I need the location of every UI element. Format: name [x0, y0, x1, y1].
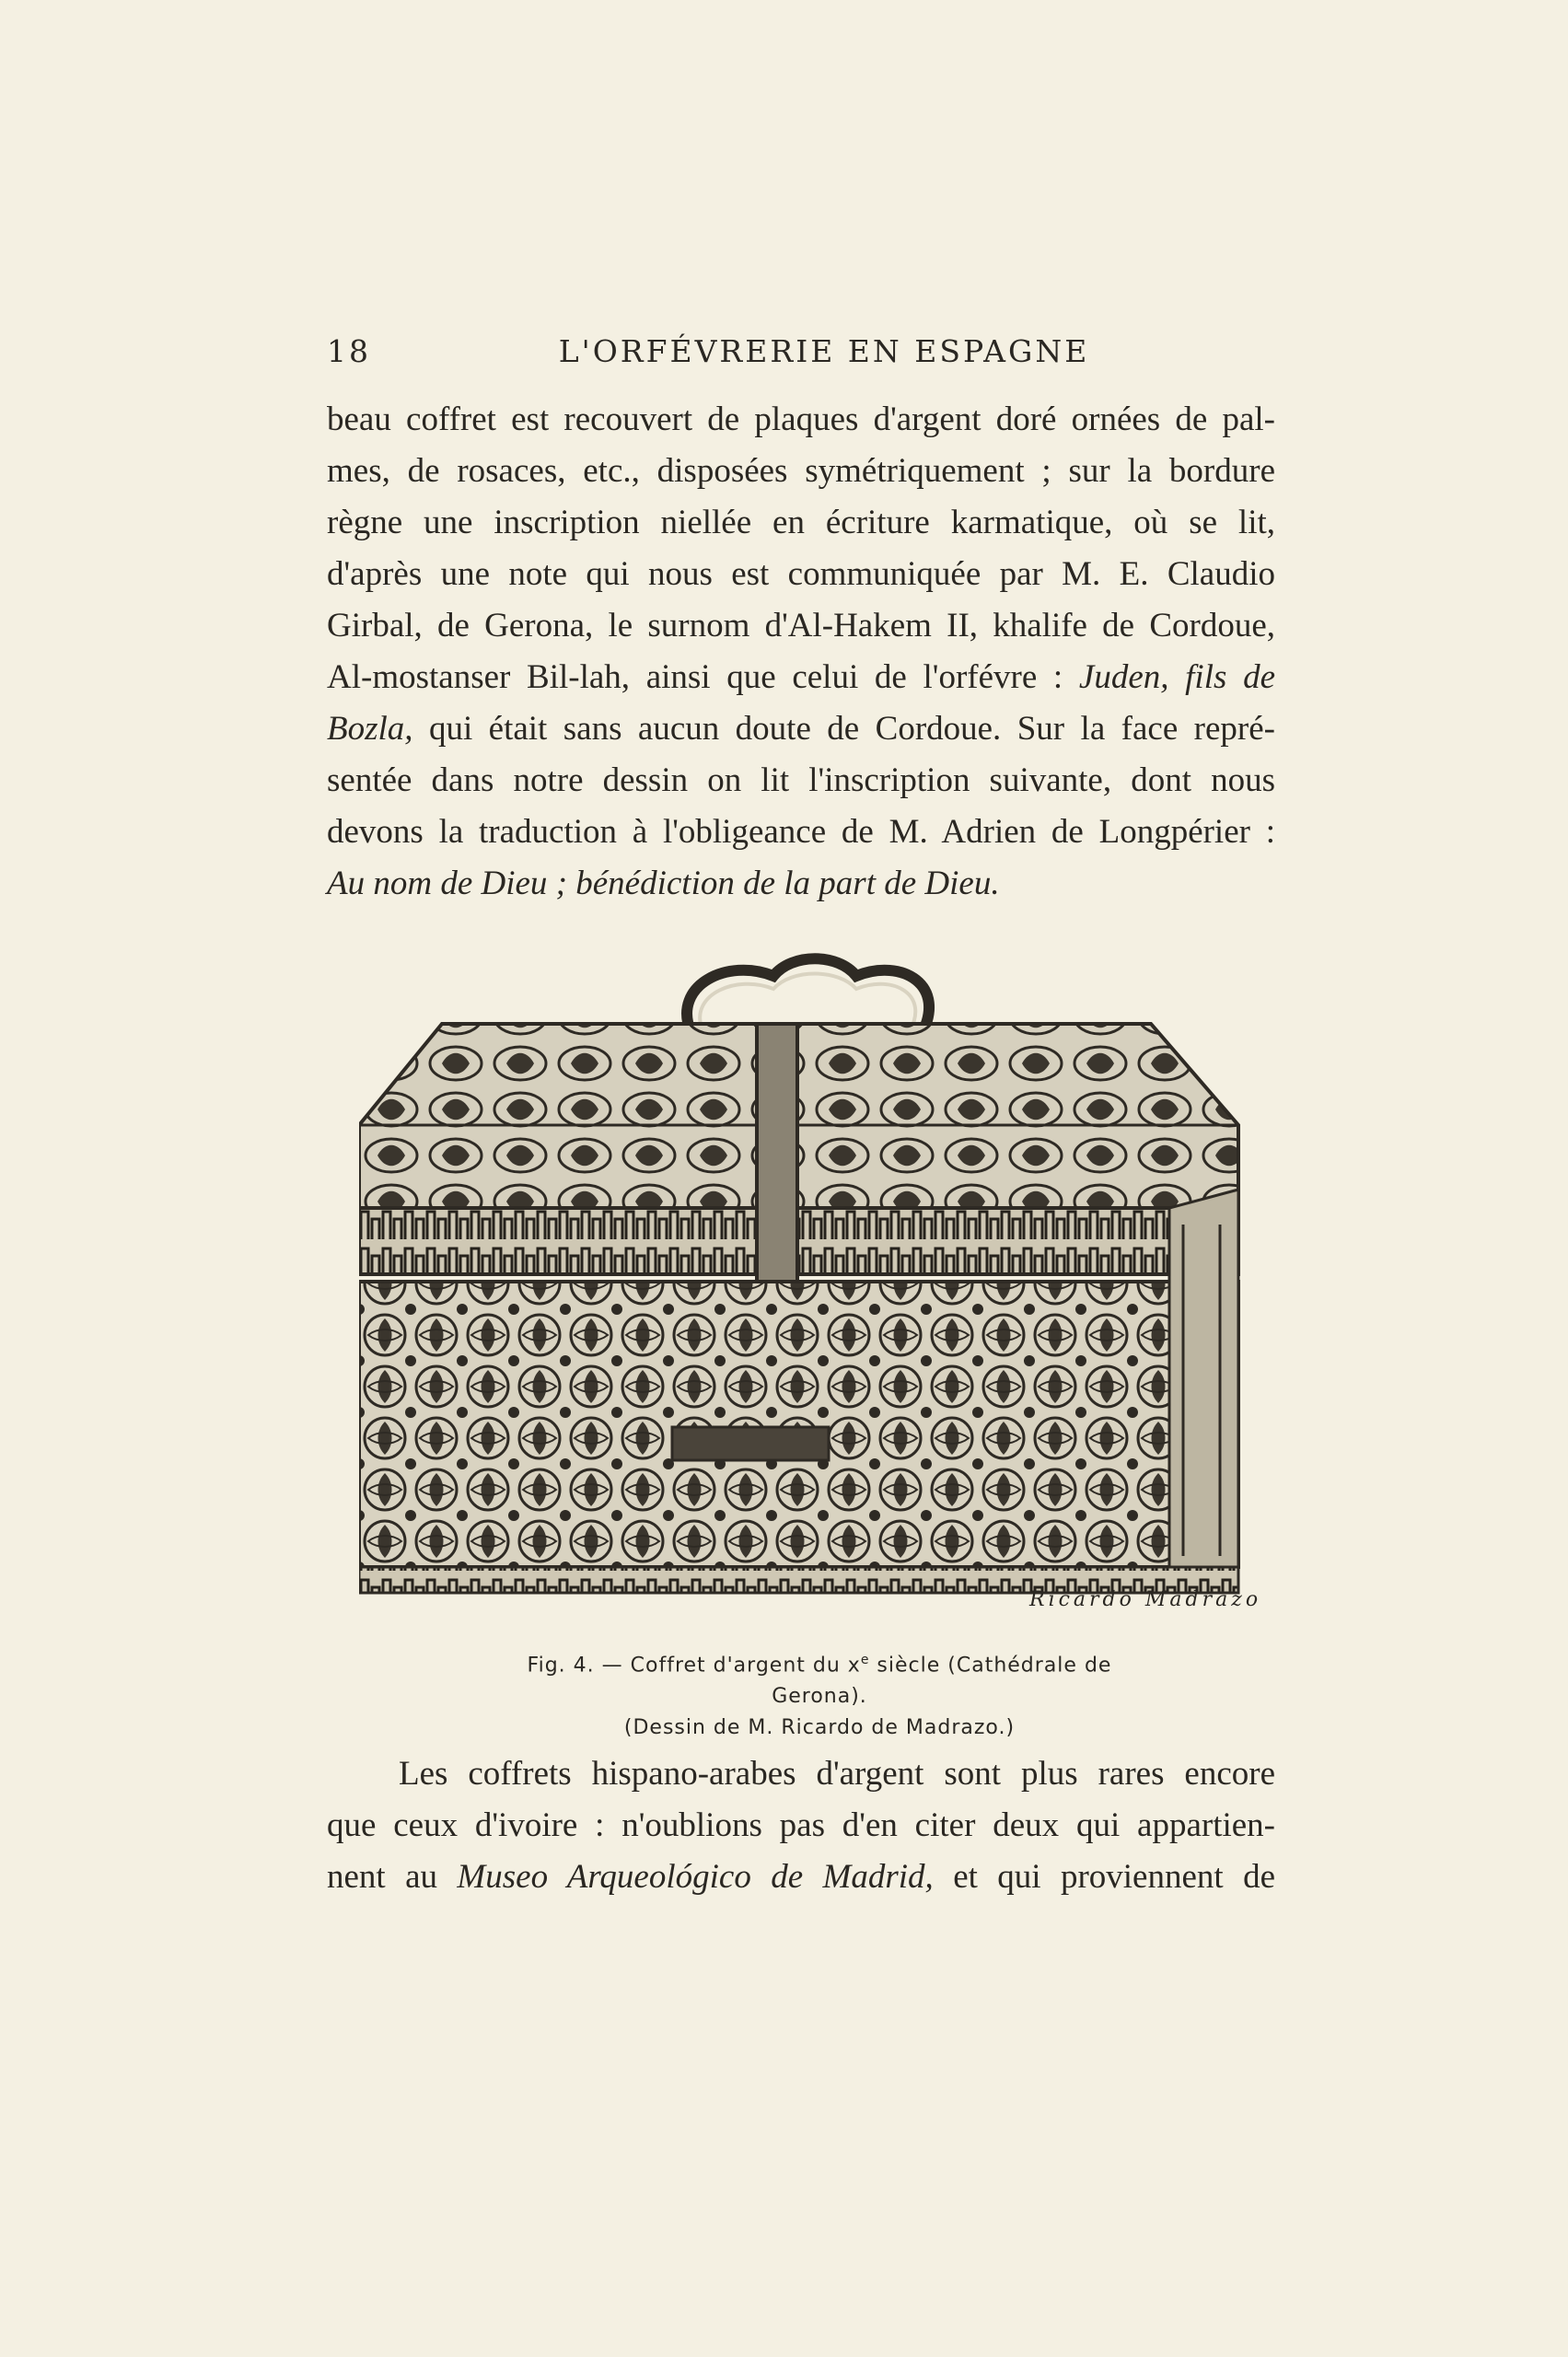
text-line: Bozla, qui était sans aucun doute de Cordoue. Sur la face repré- — [327, 710, 1275, 748]
text-line: règne une inscription niellée en écriture karmatique, où se lit, — [327, 504, 1275, 541]
paragraph-2 — [327, 1748, 1275, 1903]
coffret-illustration — [359, 948, 1243, 1630]
text-line: Les coffrets hispano-arabes d'argent sont plus rares encore — [399, 1755, 1275, 1793]
running-title: L'ORFÉVRERIE EN ESPAGNE — [558, 333, 1090, 369]
text-line: d'après une note qui nous est communiquée par M. E. Claudio — [327, 555, 1275, 593]
text-line: Al-mostanser Bil-lah, ainsi que celui de l'orfévre : Juden, fils de — [327, 658, 1275, 696]
text-line: que ceux d'ivoire : n'oublions pas d'en citer deux qui appartien- — [327, 1806, 1275, 1844]
figure-caption — [497, 1644, 1142, 1744]
caption-line: (Dessin de M. Ricardo de Madrazo.) — [623, 1716, 1016, 1740]
text-line: nent au Museo Arqueológico de Madrid, et qui proviennent de — [327, 1858, 1276, 1896]
text-line: Au nom de Dieu ; bénédiction de la part de Dieu. — [327, 865, 1000, 902]
text-line: mes, de rosaces, etc., disposées symétriquement ; sur la bordure — [327, 452, 1275, 490]
paragraph-1 — [327, 394, 1275, 910]
caption-line: Fig. 4. — Coffret d'argent du $x^e$ siècle (Cathédrale de Gerona). — [527, 1653, 1112, 1709]
text-line: devons la traduction à l'obligeance de M. Adrien de Longpérier : — [327, 813, 1275, 851]
text-line: beau coffret est recouvert de plaques d'argent doré ornées de pal- — [327, 401, 1275, 438]
page-header — [327, 333, 1275, 374]
page-number: 18 — [327, 333, 371, 369]
artist-signature: Ricardo Madrazo — [1029, 1588, 1262, 1611]
text-line: sentée dans notre dessin on lit l'inscription suivante, dont nous — [327, 761, 1275, 799]
text-line: Girbal, de Gerona, le surnom d'Al-Hakem II, khalife de Cordoue, — [327, 607, 1275, 644]
